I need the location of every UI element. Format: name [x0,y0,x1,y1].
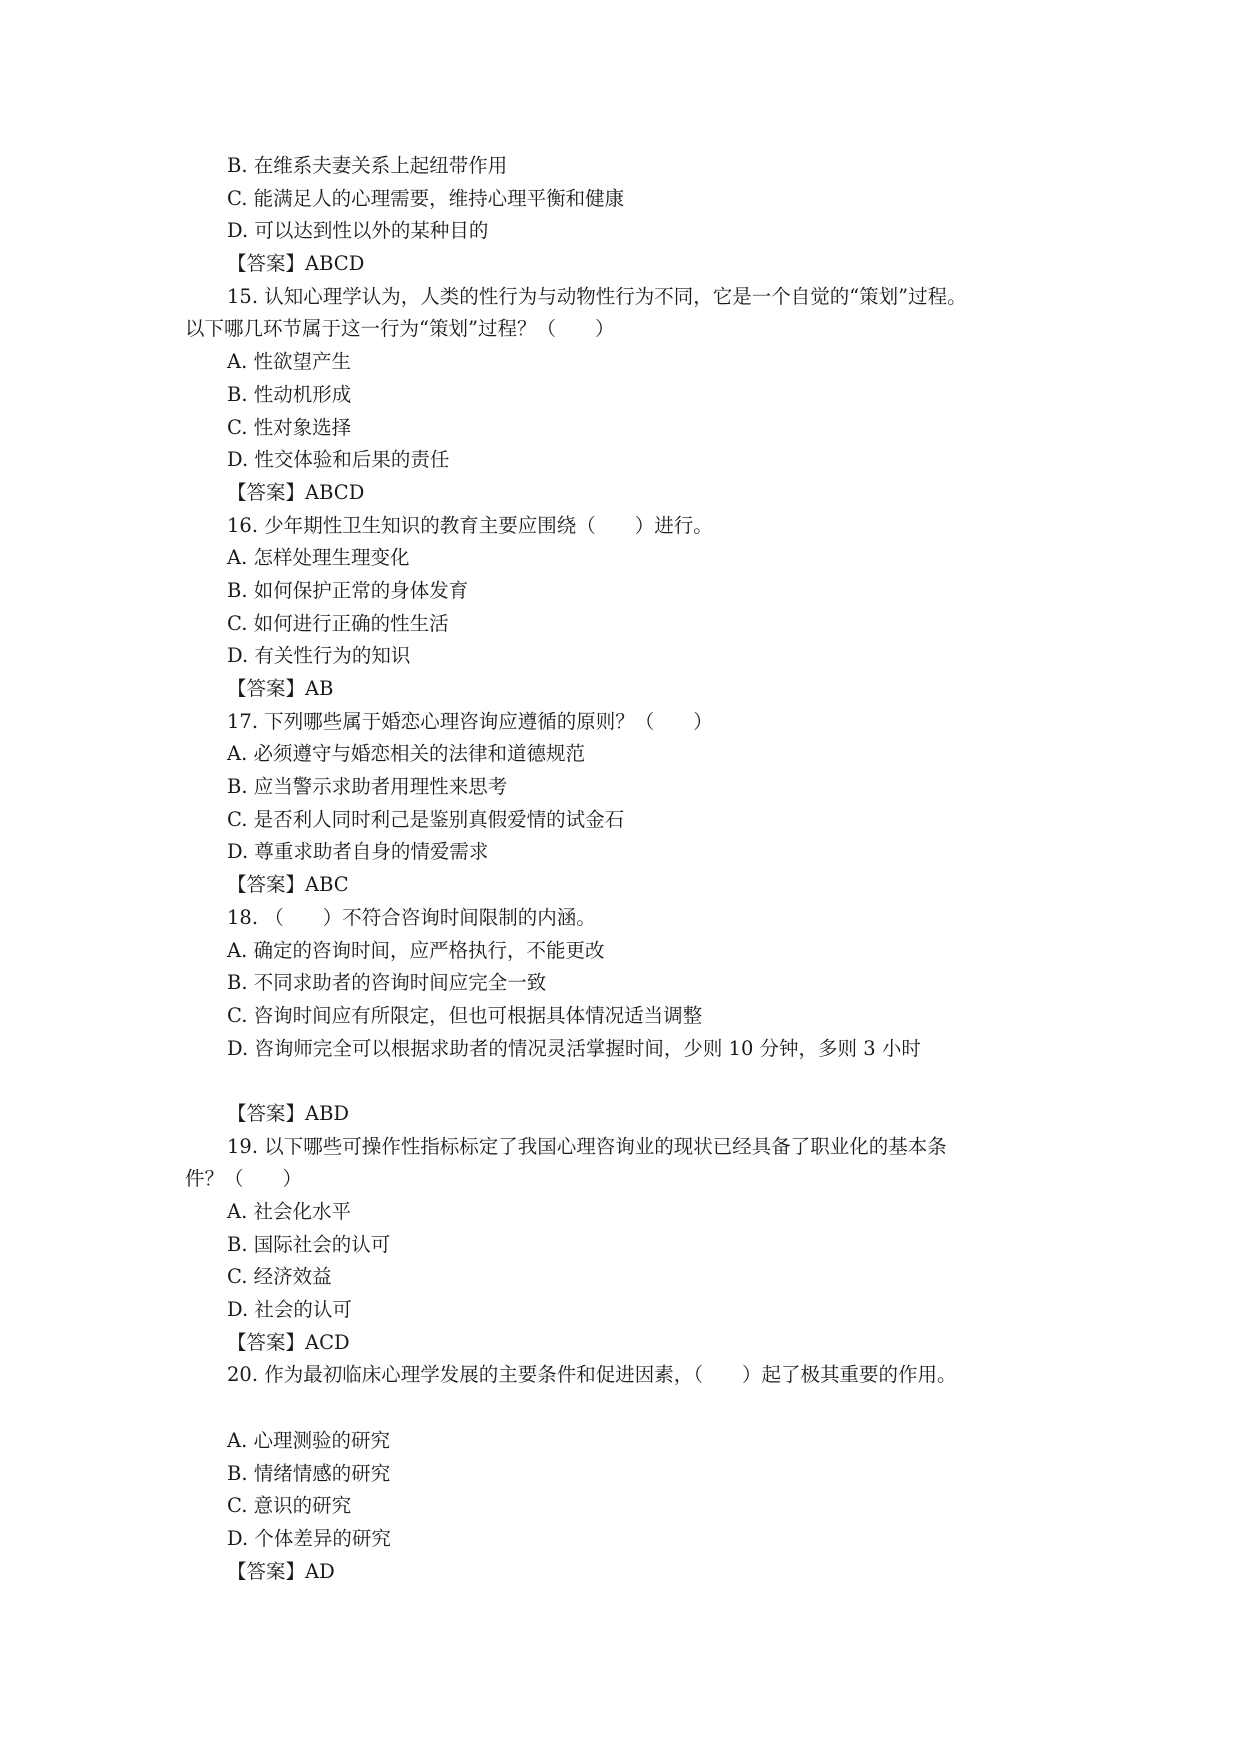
option-b-q19: B. 国际社会的认可 [227,1232,391,1256]
option-b-q20: B. 情绪情感的研究 [227,1461,391,1485]
option-b-q16: B. 如何保护正常的身体发育 [227,578,469,602]
answer-q16: 【答案】AB [227,677,334,700]
option-a-q18: A. 确定的咨询时间，应严格执行，不能更改 [227,938,605,962]
question-15-stem-line2: 以下哪几环节属于这一行为“策划”过程？（ ） [185,317,615,341]
option-b-q17: B. 应当警示求助者用理性来思考 [227,775,508,799]
answer-q20: 【答案】AD [227,1559,335,1583]
option-a-q16: A. 怎样处理生理变化 [227,546,410,570]
question-18-stem: 18. （ ）不符合咨询时间限制的内涵。 [227,905,596,929]
option-d-q19: D. 社会的认可 [227,1298,352,1322]
option-d-q17: D. 尊重求助者自身的情爱需求 [227,840,489,864]
option-c-q19: C. 经济效益 [227,1265,332,1289]
option-a-q19: A. 社会化水平 [227,1200,351,1223]
answer-q18: 【答案】ABD [227,1101,350,1125]
option-a-q20: A. 心理测验的研究 [227,1428,390,1452]
option-b-q14: B. 在维系夫妻关系上起纽带作用 [227,154,508,177]
question-20-stem: 20. 作为最初临床心理学发展的主要条件和促进因素，（ ）起了极其重要的作用。 [227,1363,957,1387]
answer-q17: 【答案】ABC [227,873,349,897]
option-d-q14: D. 可以达到性以外的某种目的 [227,219,489,243]
answer-q14: 【答案】ABCD [227,252,365,276]
option-d-q18: D. 咨询师完全可以根据求助者的情况灵活掌握时间，少则 10 分钟，多则 3 小时 [227,1036,921,1060]
blank-line [185,1065,1085,1098]
question-15-stem-line1: 15. 认知心理学认为，人类的性行为与动物性行为不同，它是一个自觉的“策划”过程。 [227,284,967,308]
option-a-q15: A. 性欲望产生 [227,350,351,374]
question-19-stem-line2: 件？（ ） [185,1167,303,1191]
option-c-q20: C. 意识的研究 [227,1494,352,1518]
question-list [185,150,1085,1588]
question-19-stem-line1: 19. 以下哪些可操作性指标标定了我国心理咨询业的现状已经具备了职业化的基本条 [227,1134,947,1158]
option-c-q18: C. 咨询时间应有所限定，但也可根据具体情况适当调整 [227,1003,703,1027]
option-d-q20: D. 个体差异的研究 [227,1526,391,1550]
blank-line [185,1392,1085,1425]
answer-q19: 【答案】ACD [227,1330,350,1354]
option-d-q15: D. 性交体验和后果的责任 [227,448,450,472]
option-b-q15: B. 性动机形成 [227,382,352,406]
option-d-q16: D. 有关性行为的知识 [227,644,411,668]
option-c-q14: C. 能满足人的心理需要，维持心理平衡和健康 [227,186,625,210]
option-c-q15: C. 性对象选择 [227,415,352,439]
option-c-q16: C. 如何进行正确的性生活 [227,611,449,635]
option-c-q17: C. 是否利人同时利己是鉴别真假爱情的试金石 [227,807,625,831]
option-a-q17: A. 必须遵守与婚恋相关的法律和道德规范 [227,742,585,766]
answer-q15: 【答案】ABCD [227,480,365,504]
question-17-stem: 17. 下列哪些属于婚恋心理咨询应遵循的原则？（ ） [227,709,713,733]
option-b-q18: B. 不同求助者的咨询时间应完全一致 [227,971,547,995]
question-16-stem: 16. 少年期性卫生知识的教育主要应围绕（ ）进行。 [227,513,713,537]
